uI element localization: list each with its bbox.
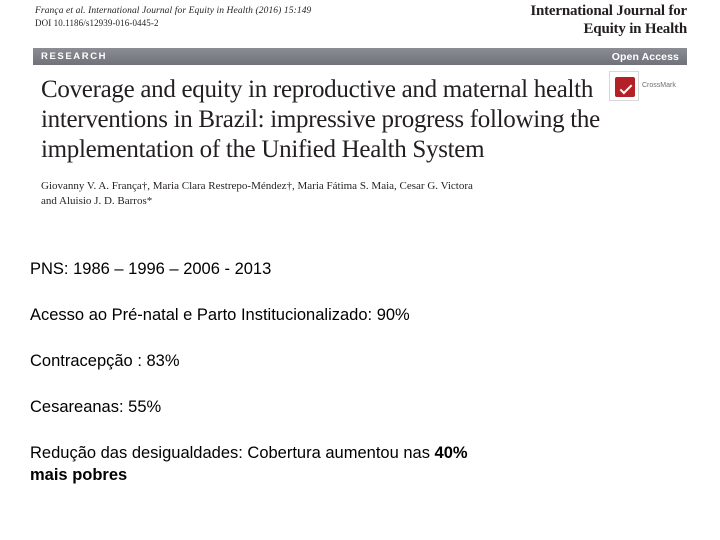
crossmark-icon bbox=[609, 71, 639, 101]
article-authors bbox=[41, 179, 607, 209]
article-header-image bbox=[27, 0, 693, 248]
journal-name-line2: Equity in Health bbox=[583, 21, 687, 37]
journal-masthead bbox=[27, 0, 693, 48]
content-line-5-prefix: Redução das desigualdades: Cobertura aumentou nas bbox=[30, 444, 435, 462]
article-type-band bbox=[33, 48, 687, 65]
journal-doi: DOI 10.1186/s12939-016-0445-2 bbox=[35, 18, 159, 28]
journal-name-line1: International Journal for bbox=[530, 3, 687, 19]
content-line-2: Acesso ao Pré-natal e Parto Institucionalizado: 90% bbox=[30, 306, 410, 324]
journal-logo bbox=[530, 2, 687, 38]
article-body bbox=[33, 65, 687, 248]
content-line-5-bold-1: 40% bbox=[434, 444, 468, 462]
crossmark-label: CrossMark bbox=[642, 82, 676, 89]
content-line-4: Cesareanas: 55% bbox=[30, 398, 162, 416]
content-line-1: PNS: 1986 – 1996 – 2006 - 2013 bbox=[30, 260, 272, 278]
authors-line-1: Giovanny V. A. França†, Maria Clara Restrepo-Méndez†, Maria Fátima S. Maia, Cesar G. Victora bbox=[41, 180, 473, 192]
slide-content bbox=[30, 258, 690, 486]
article-type-label: RESEARCH bbox=[41, 51, 108, 62]
journal-citation: França et al. International Journal for Equity in Health (2016) 15:149 bbox=[35, 6, 312, 16]
content-line-5 bbox=[30, 442, 690, 486]
crossmark-badge bbox=[609, 71, 681, 101]
article-title: Coverage and equity in reproductive and maternal health interventions in Brazil: impressive progress following the implementation of the Unified Health System bbox=[41, 76, 600, 163]
authors-line-2: and Aluisio J. D. Barros* bbox=[41, 195, 153, 207]
content-line-5-bold-2: mais pobres bbox=[30, 466, 128, 484]
open-access-label: Open Access bbox=[611, 50, 679, 63]
content-line-3: Contracepção : 83% bbox=[30, 352, 180, 370]
